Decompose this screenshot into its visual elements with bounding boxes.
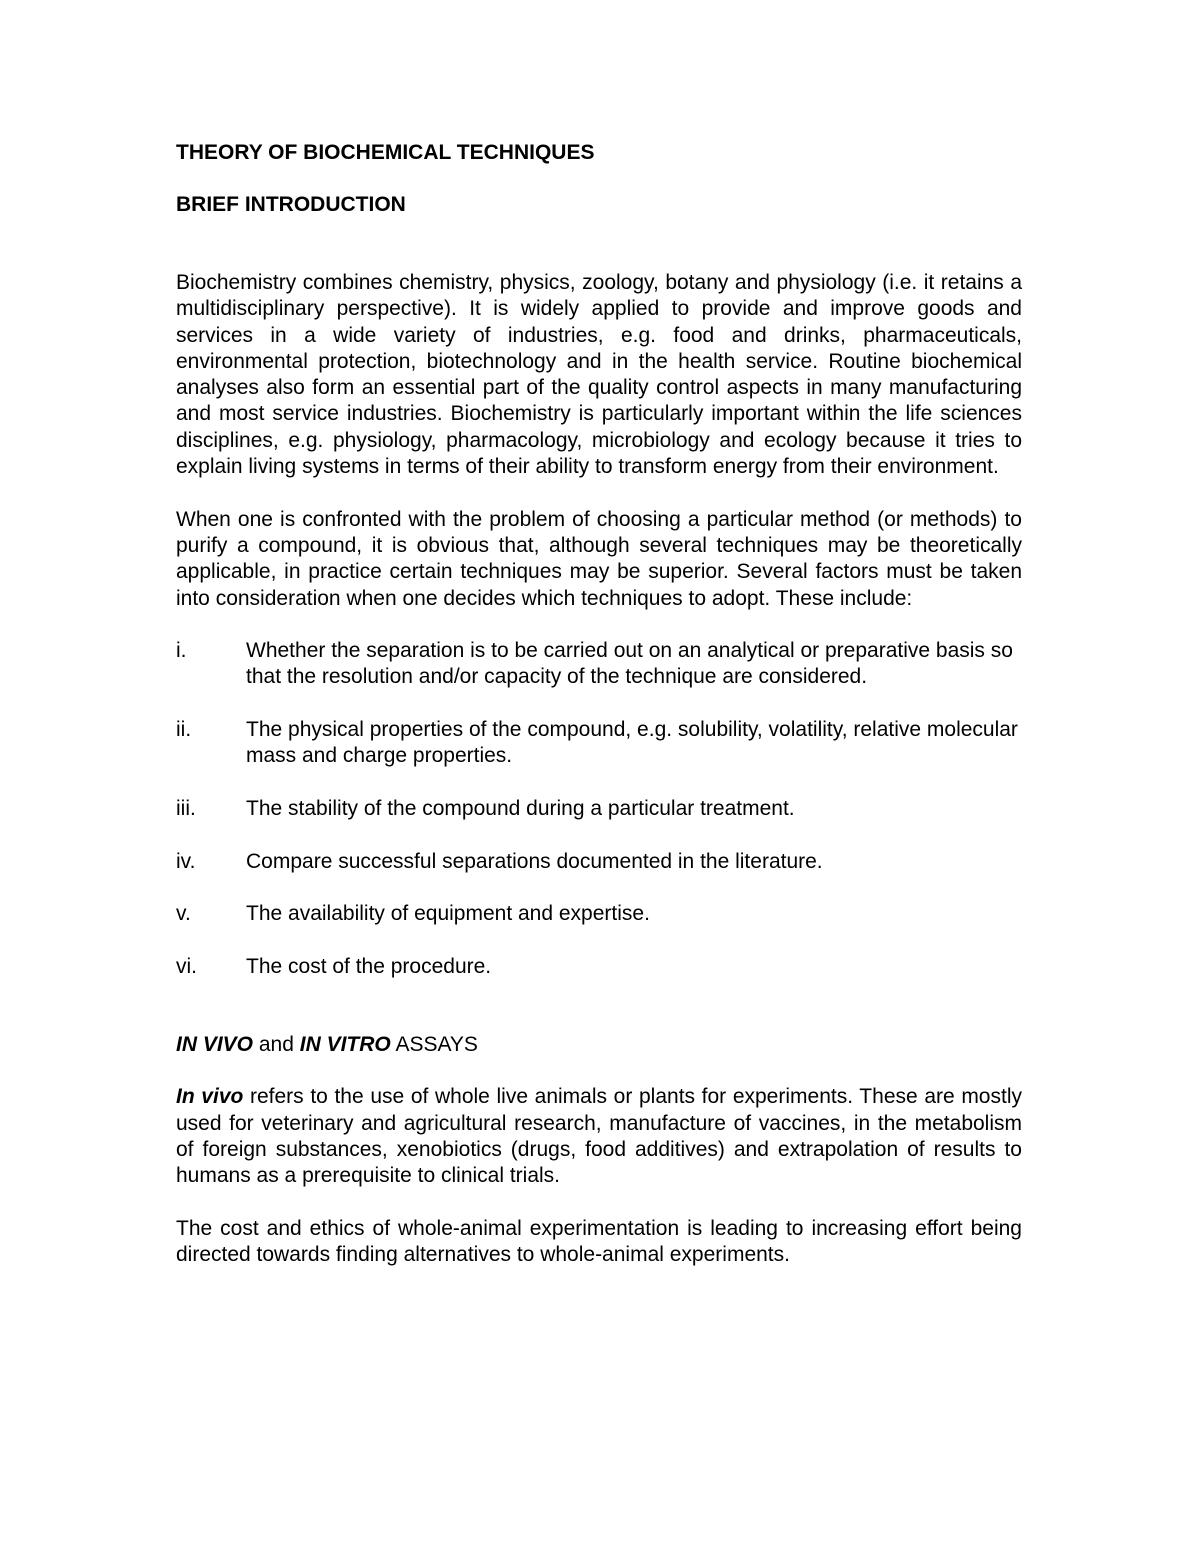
intro-heading: BRIEF INTRODUCTION — [176, 193, 406, 216]
list-marker: iii. — [176, 796, 196, 820]
list-item — [176, 849, 1022, 875]
list-marker: iv. — [176, 849, 196, 873]
list-item-text: The physical properties of the compound, e.g. solubility, volatility, relative molecular mass and charge properties. — [246, 718, 1018, 768]
document-title: THEORY OF BIOCHEMICAL TECHNIQUES — [176, 141, 595, 164]
in-vivo-term: In vivo — [176, 1085, 244, 1109]
assays-heading-in-vitro: IN VITRO — [299, 1033, 391, 1057]
in-vivo-text: refers to the use of whole live animals or plants for experiments. These are mostly used for veterinary and agricultural research, manufacture of vaccines, in the metabolism of foreign substances, xenobiotics (drugs, food additives) and extrapolation of results to humans as a prerequisite to clinical trials. — [176, 1085, 1022, 1188]
list-item-text: Compare successful separations documented in the literature. — [246, 849, 823, 873]
document-page — [176, 140, 1022, 1295]
list-item-text: Whether the separation is to be carried out on an analytical or preparative basis so that the resolution and/or capacity of the technique are considered. — [246, 639, 1013, 689]
assays-heading-assays: ASSAYS — [390, 1033, 478, 1057]
intro-paragraph: Biochemistry combines chemistry, physics, zoology, botany and physiology (i.e. it retains a multidisciplinary perspective). It is widely applied to provide and improve goods and services in a wide variety of industries, e.g. food and drinks, pharmaceuticals, environmental protection, biotechnology and in the health service. Routine biochemical analyses also form an essential part of the quality control aspects in many manufacturing and most service industries. Biochemistry is particularly important within the life sciences disciplines, e.g. physiology, pharmacology, microbiology and ecology because it tries to explain living systems in terms of their ability to transform energy from their environment. — [176, 271, 1022, 479]
closing-paragraph: The cost and ethics of whole-animal experimentation is leading to increasing effort being directed towards finding alternatives to whole-animal experiments. — [176, 1216, 1022, 1267]
list-item — [176, 796, 1022, 822]
list-marker: ii. — [176, 718, 192, 742]
method-choice-paragraph: When one is confronted with the problem of choosing a particular method (or methods) to purify a compound, it is obvious that, although several techniques may be theoretically applicable, in practice certain techniques may be superior. Several factors must be taken into consideration when one decides which techniques to adopt. These include: — [176, 507, 1022, 610]
list-item-text: The cost of the procedure. — [246, 954, 492, 978]
list-item-text: The availability of equipment and expertise. — [246, 902, 650, 926]
list-item — [176, 717, 1022, 770]
list-item — [176, 954, 1022, 980]
list-item — [176, 901, 1022, 927]
list-marker: i. — [176, 639, 187, 663]
assays-heading-in-vivo: IN VIVO — [176, 1033, 254, 1057]
assays-heading — [176, 1032, 1022, 1058]
list-marker: vi. — [176, 954, 197, 978]
in-vivo-paragraph — [176, 1084, 1022, 1189]
factors-list — [176, 638, 1022, 980]
list-item-text: The stability of the compound during a particular treatment. — [246, 796, 795, 820]
list-item — [176, 638, 1022, 691]
assays-heading-and: and — [253, 1033, 300, 1057]
list-marker: v. — [176, 902, 191, 926]
